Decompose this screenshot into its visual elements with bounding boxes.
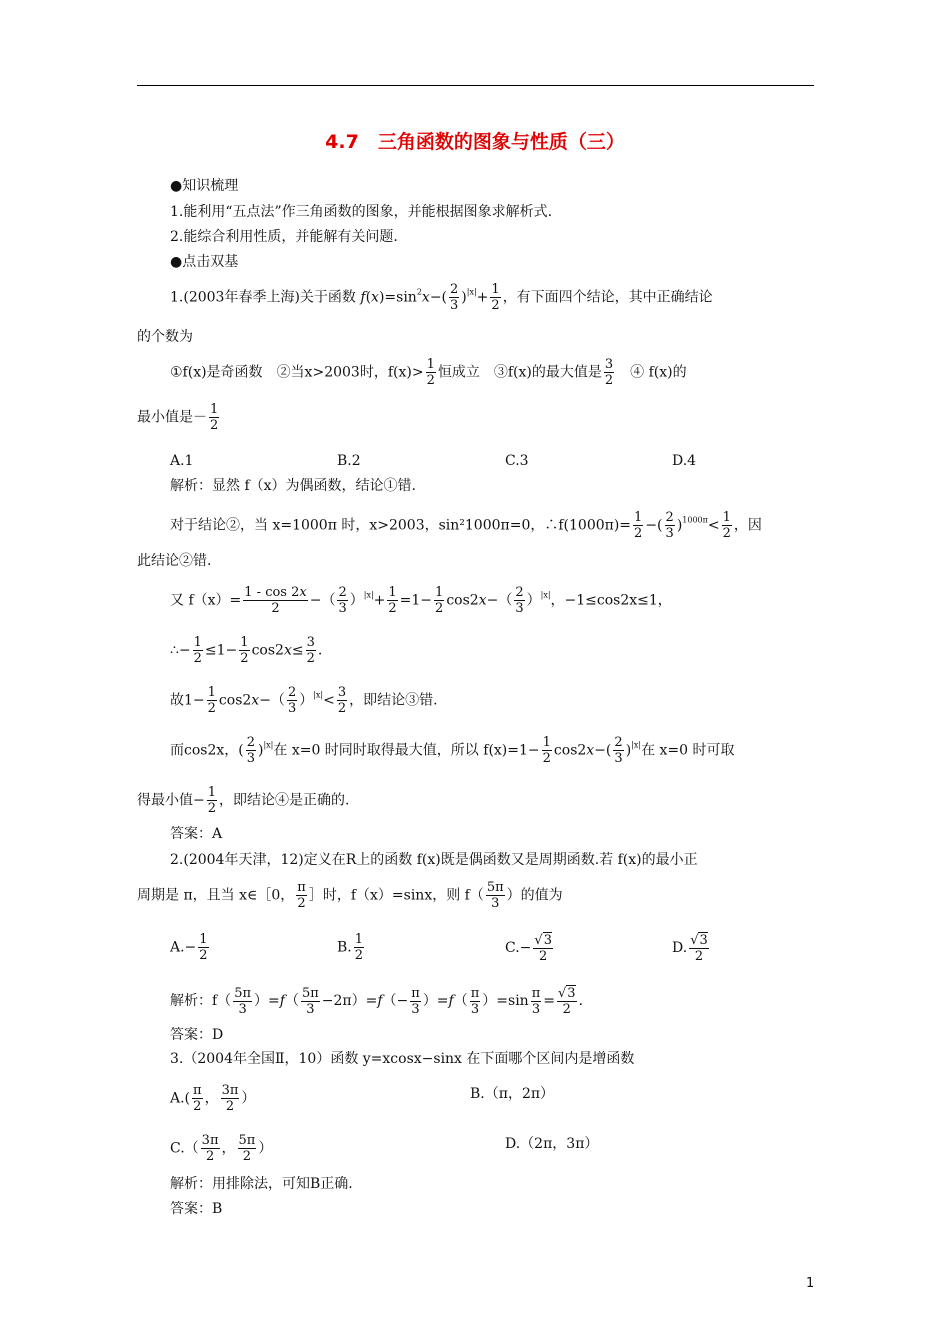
q1-statement-4-cont: 最小值是－ $\frac{1}{2}$: [137, 402, 219, 433]
section-heading-basics: ●点击双基: [170, 254, 239, 270]
knowledge-item-1: 1.能利用“五点法”作三角函数的图象，并能根据图象求解析式.: [170, 204, 553, 220]
header-rule: [137, 85, 814, 86]
q3-choice-c: C.（ $\frac{3\pi}{2}$ ， $\frac{5\pi}{2}$ ）: [170, 1133, 273, 1164]
q1-solution-4: ∴− $\frac{1}{2}$ ≤1− $\frac{1}{2}$ cos2x≤ $\frac{3}{2}$ .: [170, 635, 323, 666]
q2-choice-d: D. $\frac{√3}{2}$: [672, 933, 708, 964]
q1-solution-1: 解析：显然 f（x）为偶函数，结论①错.: [170, 478, 416, 494]
q1-stem-cont: 的个数为: [137, 329, 193, 345]
q1-solution-5: 故1− $\frac{1}{2}$ cos2x−（ $\frac{2}{3}$ ）$^{|x|}$< $\frac{3}{2}$ ，即结论③错.: [170, 685, 438, 716]
q3-answer: 答案：B: [170, 1201, 223, 1217]
q3-choice-d: D.（2π，3π）: [505, 1136, 599, 1152]
q1-stem: 1.(2003年春季上海)关于函数 $f(x)=\sin^2x-$( $\frac{2}{3}$ )$^{|x|}$+ $\frac{1}{2}$ ，有下面四个结论，其中正确结论: [170, 282, 713, 313]
q1-choice-a: A.1: [170, 453, 194, 469]
q3-choice-b: B.（π，2π）: [470, 1086, 555, 1102]
q1-solution-2: 对于结论②，当 x=1000π 时，x>2003，sin²1000π=0，∴f(1000π)= $\frac{1}{2}$ −( $\frac{2}{3}$ )$^{1000\pi}$< $\frac{1}{2}$ ，因: [170, 510, 762, 541]
q2-answer: 答案：D: [170, 1027, 224, 1043]
q1-solution-6: 而cos2x，( $\frac{2}{3}$ )$^{|x|}$在 x=0 时同时取得最大值，所以 f(x)=1− $\frac{1}{2}$ cos2x−( $\frac{2}{3}$ )$^{|x|}$在 x=0 时可取: [170, 735, 735, 766]
q1-solution-2-cont: 此结论②错.: [137, 553, 212, 569]
q2-stem-cont: 周期是 π，且当 x∈［0， $\frac{\pi}{2}$ ］时，f（x）=sinx，则 f（ $\frac{5\pi}{3}$ ）的值为: [137, 880, 563, 911]
q1-choice-c: C.3: [505, 453, 529, 469]
page-title: 4.7 三角函数的图象与性质（三）: [325, 131, 625, 153]
q2-choice-b: B. $\frac{1}{2}$: [337, 932, 364, 963]
q2-choice-c: C.− $\frac{√3}{2}$: [505, 933, 552, 964]
q3-choice-a: A.( $\frac{\pi}{2}$ ， $\frac{3\pi}{2}$ ）: [170, 1083, 256, 1114]
page-number: 1: [806, 1276, 815, 1291]
q2-choice-a: A.− $\frac{1}{2}$: [170, 932, 208, 963]
q1-choice-b: B.2: [337, 453, 361, 469]
section-heading-knowledge: ●知识梳理: [170, 178, 239, 194]
q1-choice-d: D.4: [672, 453, 697, 469]
q1-solution-7: 得最小值− $\frac{1}{2}$ ，即结论④是正确的.: [137, 785, 350, 816]
q1-solution-3: 又 f（x）= $\frac{1 - \cos 2x}{2}$ −（ $\frac{2}{3}$ ）$^{|x|}$+ $\frac{1}{2}$ =1− $\frac{1}{2}$ cos2x−（ $\frac{2}{3}$ ）$^{|x|}$，−1≤cos2x≤1，: [170, 585, 672, 616]
q2-solution: 解析：f（ $\frac{5\pi}{3}$ ）=f（ $\frac{5\pi}{3}$ −2π）=f（− $\frac{\pi}{3}$ ）=f（ $\frac{\pi}{3}$ ）=sin $\frac{\pi}{3}$ = $\frac{√3}{2}$ .: [170, 985, 584, 1017]
q3-stem: 3.（2004年全国Ⅱ，10）函数 y=xcosx−sinx 在下面哪个区间内是增函数: [170, 1051, 635, 1067]
q2-stem: 2.(2004年天津，12)定义在R上的函数 f(x)既是偶函数又是周期函数.若 f(x)的最小正: [170, 852, 698, 868]
q1-statements: ①f(x)是奇函数 ②当x>2003时，f(x)> $\frac{1}{2}$ 恒成立 ③f(x)的最大值是 $\frac{3}{2}$ ④ f(x)的: [170, 357, 687, 388]
q1-answer: 答案：A: [170, 826, 223, 842]
knowledge-item-2: 2.能综合利用性质，并能解有关问题.: [170, 229, 398, 245]
q3-solution: 解析：用排除法，可知B正确.: [170, 1176, 353, 1192]
